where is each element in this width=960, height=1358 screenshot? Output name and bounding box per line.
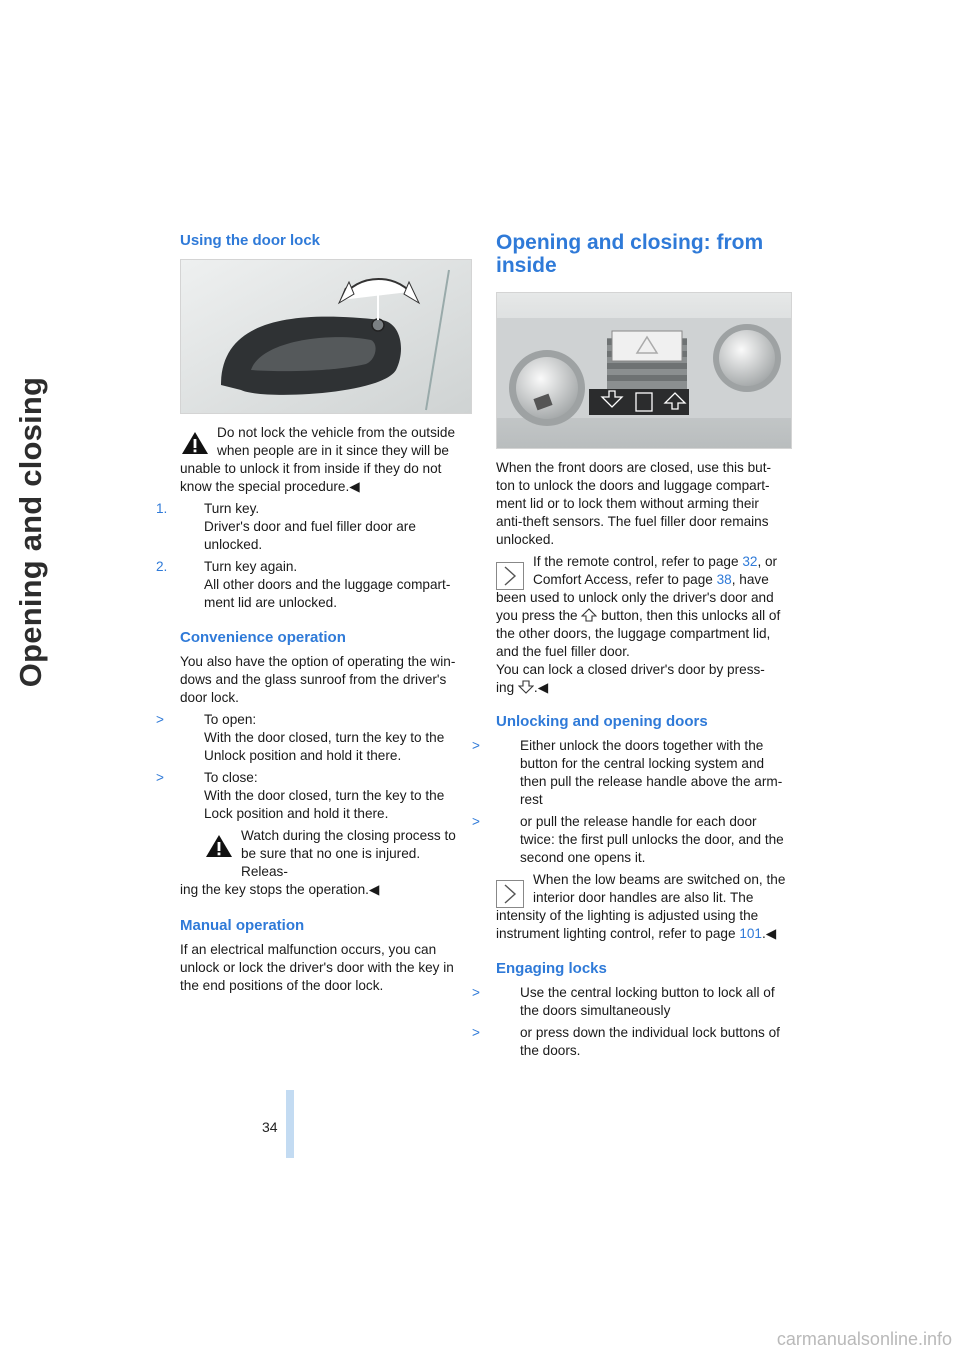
step-2-text: Turn key again. xyxy=(204,559,298,574)
central-locking-figure xyxy=(496,292,792,449)
step-2-line-1 xyxy=(156,558,470,576)
intro-line-4: anti-theft sensors. The fuel filler door remains xyxy=(496,514,769,529)
section-heading-unlocking: Unlocking and opening doors xyxy=(496,713,708,730)
left-body xyxy=(156,424,470,995)
note-2-line-3: intensity of the lighting is adjusted using the xyxy=(496,908,759,923)
bullet-marker: > xyxy=(472,814,480,829)
right-heading-block xyxy=(496,231,796,277)
note-1-line-8 xyxy=(496,679,796,697)
section-heading-door-lock: Using the door lock xyxy=(180,232,321,249)
warning-2-line-3: ing the key stops the operation.◀ xyxy=(180,882,380,897)
warning-1-line-2: when people are in it since they will be xyxy=(217,443,449,458)
note-1-text-c: Comfort Access, refer to page xyxy=(533,572,717,587)
main-heading-line-1: Opening and closing: from xyxy=(496,231,764,254)
warning-triangle-icon xyxy=(204,833,234,859)
note-2-line-2: interior door handles are also lit. The xyxy=(533,890,754,905)
note-1-line-2 xyxy=(496,571,796,589)
unlock-arrow-up-icon xyxy=(581,608,597,622)
unlock-item-2 xyxy=(472,813,796,867)
section-heading-engaging: Engaging locks xyxy=(496,960,607,977)
close-item-line-2: With the door closed, turn the key to the xyxy=(204,788,445,803)
engage-item-2 xyxy=(472,1024,796,1060)
note-1-text-b: , or xyxy=(757,554,778,569)
door-handle-illustration xyxy=(181,260,471,413)
watermark: carmanualsonline.info xyxy=(776,1329,952,1349)
manual-line-3: the end positions of the door lock. xyxy=(180,978,384,993)
bullet-marker: > xyxy=(472,985,480,1000)
note-1-text-k: ing xyxy=(496,680,518,695)
manual-line-1: If an electrical malfunction occurs, you can xyxy=(180,942,437,957)
page-link-32[interactable]: 32 xyxy=(742,554,758,569)
note-2-end: .◀ xyxy=(762,926,777,941)
bullet-marker: > xyxy=(156,770,164,785)
open-item-line-1 xyxy=(156,711,470,729)
convenience-line-3: door lock. xyxy=(180,690,239,705)
engage-item-2-line-1 xyxy=(472,1024,796,1042)
engage-item-2-text: or press down the individual lock buttons of xyxy=(520,1025,780,1040)
note-1-line-4 xyxy=(496,607,796,625)
note-1-line-6: and the fuel filler door. xyxy=(496,644,630,659)
step-1-line-3: unlocked. xyxy=(204,537,263,552)
open-item xyxy=(156,711,470,765)
open-item-line-2: With the door closed, turn the key to the xyxy=(204,730,445,745)
central-locking-panel-illustration xyxy=(497,293,791,448)
note-1-line-7: You can lock a closed driver's door by press- xyxy=(496,662,765,677)
engage-item-1 xyxy=(472,984,796,1020)
unlock-item-1-line-4: rest xyxy=(520,792,543,807)
unlock-item-1-line-2: button for the central locking system and xyxy=(520,756,765,771)
section-heading-convenience: Convenience operation xyxy=(180,629,346,646)
step-list xyxy=(156,500,470,612)
note-1-line-1 xyxy=(496,553,796,571)
unlock-item-2-line-3: second one opens it. xyxy=(520,850,646,865)
note-2-line-4 xyxy=(496,925,796,943)
section-heading-manual: Manual operation xyxy=(180,917,305,934)
right-body xyxy=(472,459,796,1060)
main-heading-line-2: inside xyxy=(496,254,557,277)
lock-arrow-down-icon xyxy=(518,680,534,694)
page-link-101[interactable]: 101 xyxy=(739,926,762,941)
note-arrow-icon xyxy=(496,880,524,908)
step-1-line-2: Driver's door and fuel filler door are xyxy=(204,519,416,534)
unlock-item-2-text: or pull the release handle for each door xyxy=(520,814,757,829)
engage-item-2-line-2: the doors. xyxy=(520,1043,581,1058)
bullet-marker: > xyxy=(156,712,164,727)
unlock-item-1-line-1 xyxy=(472,737,796,755)
note-2-text: instrument lighting control, refer to page xyxy=(496,926,740,941)
note-1-line-3: been used to unlock only the driver's door and xyxy=(496,590,774,605)
bullet-marker: > xyxy=(472,1025,480,1040)
convenience-line-1: You also have the option of operating the win- xyxy=(180,654,456,669)
step-1-text: Turn key. xyxy=(204,501,260,516)
unlock-item-1 xyxy=(472,737,796,809)
step-1-line-1 xyxy=(156,500,470,518)
step-2-line-3: ment lid are unlocked. xyxy=(204,595,337,610)
unlock-item-2-line-2: twice: the first pull unlocks the door, and the xyxy=(520,832,784,847)
open-item-text: To open: xyxy=(204,712,257,727)
note-1-text-a: If the remote control, refer to page xyxy=(533,554,743,569)
close-item-text: To close: xyxy=(204,770,258,785)
warning-2-line-1: Watch during the closing process to xyxy=(241,828,456,843)
sidebar-title-text: Opening and closing xyxy=(13,376,48,688)
note-1-line-5: the other doors, the luggage compartment lid, xyxy=(496,626,771,641)
sidebar-chapter-title xyxy=(6,232,56,832)
note-arrow-icon xyxy=(496,562,524,590)
warning-block-1 xyxy=(180,424,470,496)
left-column xyxy=(180,232,470,250)
close-item xyxy=(156,769,470,823)
step-2-line-2: All other doors and the luggage compart- xyxy=(204,577,451,592)
warning-triangle-icon xyxy=(180,430,210,456)
intro-line-1: When the front doors are closed, use this but- xyxy=(496,460,772,475)
page-number: 34 xyxy=(262,1119,278,1135)
note-1-text-g: button, then this unlocks all of xyxy=(597,608,781,623)
open-item-line-3: Unlock position and hold it there. xyxy=(204,748,402,763)
engage-item-1-text: Use the central locking button to lock all of xyxy=(520,985,775,1000)
warning-2-line-2: be sure that no one is injured. Releas- xyxy=(241,846,421,879)
unlock-item-1-line-3: then pull the release handle above the arm- xyxy=(520,774,783,789)
warning-block-2 xyxy=(180,827,470,899)
engage-item-1-line-2: the doors simultaneously xyxy=(520,1003,671,1018)
page-link-38[interactable]: 38 xyxy=(716,572,732,587)
intro-line-5: unlocked. xyxy=(496,532,555,547)
warning-1-line-4: know the special procedure.◀ xyxy=(180,479,360,494)
page-number-bar xyxy=(286,1090,294,1158)
engage-item-1-line-1 xyxy=(472,984,796,1002)
warning-1-line-3: unable to unlock it from inside if they do not xyxy=(180,461,442,476)
unlock-item-1-text: Either unlock the doors together with the xyxy=(520,738,764,753)
bullet-marker: > xyxy=(472,738,480,753)
intro-line-3: ment lid or to lock them without arming their xyxy=(496,496,759,511)
close-item-line-3: Lock position and hold it there. xyxy=(204,806,389,821)
step-1-number: 1. xyxy=(156,501,168,516)
note-1-text-l: .◀ xyxy=(533,680,549,695)
convenience-line-2: dows and the glass sunroof from the driver's xyxy=(180,672,447,687)
intro-line-2: ton to unlock the doors and luggage compart- xyxy=(496,478,770,493)
note-2-line-1: When the low beams are switched on, the xyxy=(533,872,786,887)
note-1-text-d: , have xyxy=(731,572,769,587)
note-block-2 xyxy=(496,871,796,943)
unlock-item-2-line-1 xyxy=(472,813,796,831)
note-1-text-f: you press the xyxy=(496,608,582,623)
warning-1-line-1: Do not lock the vehicle from the outside xyxy=(217,425,456,440)
manual-line-2: unlock or lock the driver's door with the key in xyxy=(180,960,454,975)
close-item-line-1 xyxy=(156,769,470,787)
step-2-number: 2. xyxy=(156,559,168,574)
door-lock-figure xyxy=(180,259,472,414)
note-block-1 xyxy=(496,553,796,697)
